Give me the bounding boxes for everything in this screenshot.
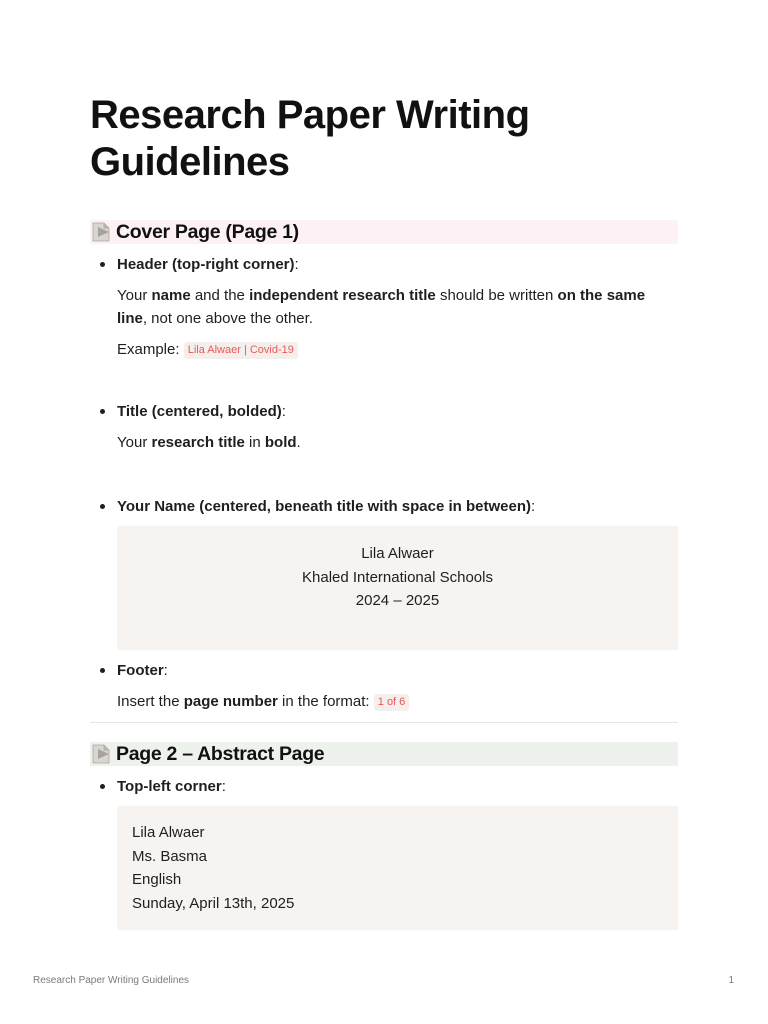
section-heading-cover-page: Cover Page (Page 1) [90, 220, 678, 244]
bullet [100, 668, 105, 673]
header-description: Your name and the independent research title should be written on the same line, not one above the other. [117, 287, 646, 327]
list-item-header: Header (top-right corner): Your name and the independent research title should be written on the same line, not one above the other. Example: Lila Alwaer | Covid-19 [90, 253, 678, 361]
document-icon [90, 743, 112, 765]
title-description: Your research title in bold. [117, 434, 301, 451]
bullet [100, 504, 105, 509]
name-callout [117, 526, 678, 650]
document-body [90, 92, 678, 930]
section-heading-abstract-page: Page 2 – Abstract Page [90, 742, 678, 766]
inline-code-example: Lila Alwaer | Covid-19 [184, 342, 298, 359]
top-left-callout [117, 806, 678, 930]
callout-line: English [132, 871, 182, 888]
page-footer-number: 1 [728, 975, 734, 986]
footer-description: Insert the page number in the format: 1 of 6 [117, 690, 678, 713]
list-item-title: Title (centered, bolded): Your research title in bold. [90, 400, 678, 454]
callout-line: 2024 – 2025 [355, 592, 440, 609]
callout-line: Lila Alwaer [361, 545, 434, 562]
list-item-footer: Footer: Insert the page number in the format: 1 of 6 [90, 659, 678, 713]
callout-line: Sunday, April 13th, 2025 [132, 894, 295, 912]
callout-line: Lila Alwaer [132, 824, 205, 841]
callout-line: Ms. Basma [132, 847, 208, 865]
page-title: Research Paper Writing Guidelines [90, 93, 530, 184]
document-icon [90, 221, 112, 243]
bullet [100, 262, 105, 267]
list-item-your-name: Your Name (centered, beneath title with space in between): Lila Alwaer Khaled International Schools 2024 – 2025 [90, 495, 678, 650]
header-example: Example: Lila Alwaer | Covid-19 [117, 338, 678, 361]
callout-line: Khaled International Schools [302, 568, 493, 586]
page-footer-title: Research Paper Writing Guidelines [33, 975, 190, 986]
bullet [100, 784, 105, 789]
inline-code-page-format: 1 of 6 [374, 694, 410, 711]
bullet [100, 409, 105, 414]
divider [90, 722, 678, 723]
list-item-top-left-corner: Top-left corner: Lila Alwaer Ms. Basma English Sunday, April 13th, 2025 [90, 775, 678, 930]
